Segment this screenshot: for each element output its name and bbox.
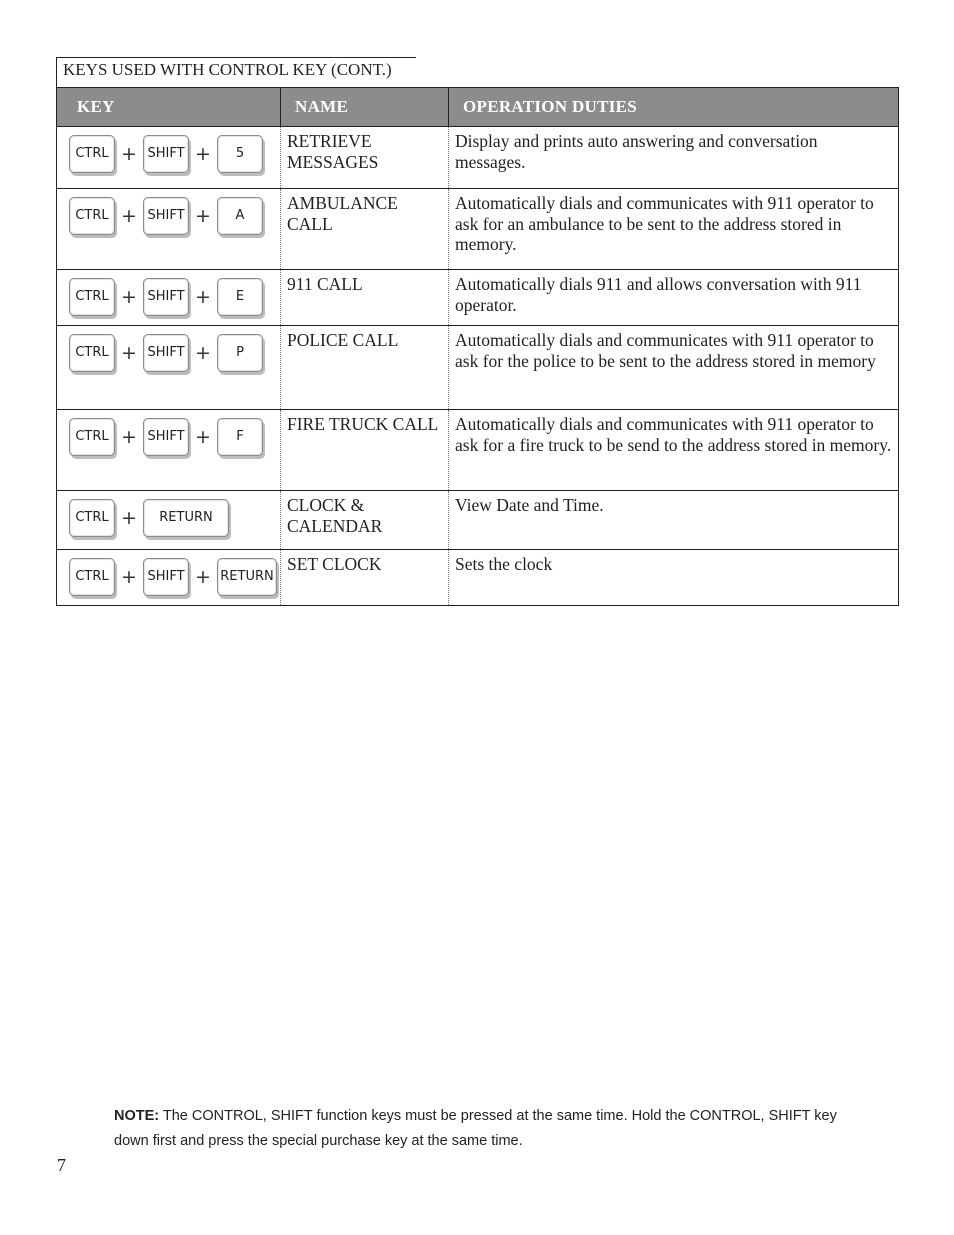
keycap-ctrl: CTRL [69, 135, 115, 173]
keycap-a: A [217, 197, 263, 235]
plus-sign: + [121, 425, 137, 448]
keycap-ctrl: CTRL [69, 418, 115, 456]
header-duties: OPERATION DUTIES [449, 88, 899, 127]
header-name: NAME [281, 88, 449, 127]
keycap-f: F [217, 418, 263, 456]
keycap-p: P [217, 334, 263, 372]
keycap-ctrl: CTRL [69, 197, 115, 235]
plus-sign: + [121, 565, 137, 588]
operation-duties: View Date and Time. [449, 491, 899, 550]
keycap-shift: SHIFT [143, 278, 189, 316]
keycap-return: RETURN [217, 558, 277, 596]
plus-sign: + [195, 565, 211, 588]
plus-sign: + [121, 506, 137, 529]
key-combo [57, 189, 280, 237]
plus-sign: + [121, 285, 137, 308]
control-keys-table [56, 87, 899, 606]
header-key: KEY [57, 88, 281, 127]
section-title [56, 57, 416, 87]
key-combo-cell [57, 326, 281, 410]
key-combo-cell [57, 127, 281, 189]
plus-sign: + [195, 142, 211, 165]
key-combo-cell [57, 550, 281, 606]
keycap-shift: SHIFT [143, 558, 189, 596]
note-text: The CONTROL, SHIFT function keys must be pressed at the same time. Hold the CONTROL, SHIFT key down first and press the special purchase key at the same time. [114, 1108, 837, 1149]
key-combo-cell [57, 189, 281, 270]
function-name: SET CLOCK [281, 550, 449, 606]
plus-sign: + [121, 204, 137, 227]
key-combo [57, 127, 280, 175]
plus-sign: + [195, 204, 211, 227]
plus-sign: + [121, 341, 137, 364]
table-row [57, 127, 899, 189]
function-name: 911 CALL [281, 270, 449, 326]
key-combo-cell [57, 491, 281, 550]
operation-duties: Automatically dials 911 and allows conversation with 911 operator. [449, 270, 899, 326]
plus-sign: + [195, 425, 211, 448]
keycap-shift: SHIFT [143, 334, 189, 372]
plus-sign: + [195, 285, 211, 308]
function-name: POLICE CALL [281, 326, 449, 410]
note [114, 1104, 854, 1153]
operation-duties: Automatically dials and communicates with 911 operator to ask for a fire truck to be send to the address stored in memory. [449, 410, 899, 491]
table-row [57, 326, 899, 410]
keycap-ctrl: CTRL [69, 278, 115, 316]
table-row [57, 189, 899, 270]
key-combo [57, 491, 280, 539]
table-row [57, 491, 899, 550]
function-name: AMBULANCE CALL [281, 189, 449, 270]
table-row [57, 410, 899, 491]
keycap-shift: SHIFT [143, 135, 189, 173]
key-combo-cell [57, 410, 281, 491]
keycap-5: 5 [217, 135, 263, 173]
function-name: FIRE TRUCK CALL [281, 410, 449, 491]
plus-sign: + [195, 341, 211, 364]
keycap-e: E [217, 278, 263, 316]
keycap-ctrl: CTRL [69, 558, 115, 596]
table-row [57, 550, 899, 606]
keycap-ctrl: CTRL [69, 499, 115, 537]
function-name: RETRIEVE MESSAGES [281, 127, 449, 189]
operation-duties: Sets the clock [449, 550, 899, 606]
section-title-text: KEYS USED WITH CONTROL KEY (CONT.) [63, 60, 392, 79]
note-label: NOTE: [114, 1108, 160, 1124]
key-combo [57, 410, 280, 458]
key-combo [57, 270, 280, 318]
page-number: 7 [57, 1155, 66, 1175]
key-combo [57, 326, 280, 374]
operation-duties: Automatically dials and communicates with 911 operator to ask for the police to be sent to the address stored in memory [449, 326, 899, 410]
keycap-return: RETURN [143, 499, 229, 537]
table-row [57, 270, 899, 326]
key-combo-cell [57, 270, 281, 326]
key-combo [57, 550, 280, 598]
function-name: CLOCK & CALENDAR [281, 491, 449, 550]
plus-sign: + [121, 142, 137, 165]
table-header-row [57, 88, 899, 127]
keycap-shift: SHIFT [143, 418, 189, 456]
keycap-shift: SHIFT [143, 197, 189, 235]
keycap-ctrl: CTRL [69, 334, 115, 372]
operation-duties: Automatically dials and communicates with 911 operator to ask for an ambulance to be sent to the address stored in memory. [449, 189, 899, 270]
operation-duties: Display and prints auto answering and conversation messages. [449, 127, 899, 189]
